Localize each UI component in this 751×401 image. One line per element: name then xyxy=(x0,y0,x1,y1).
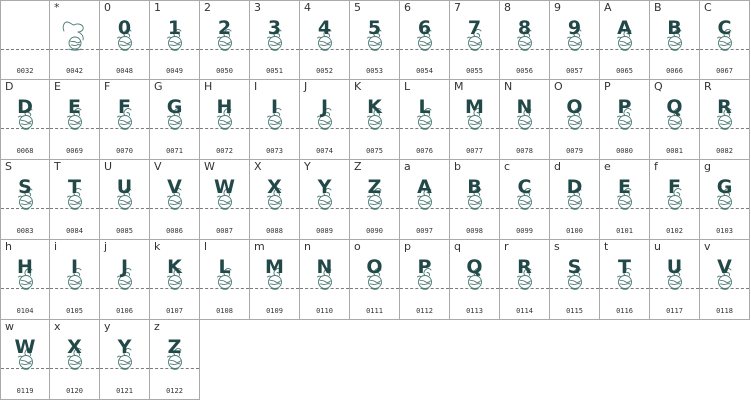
character-code: 0109 xyxy=(266,307,283,315)
glyph-cell xyxy=(50,160,100,240)
character-label: U xyxy=(104,160,113,173)
character-label: Z xyxy=(354,160,362,173)
glyph-preview: H xyxy=(216,96,233,118)
glyph-cell xyxy=(0,0,50,80)
glyph-cell xyxy=(150,160,200,240)
character-code: 0065 xyxy=(616,67,633,75)
character-code: 0110 xyxy=(316,307,333,315)
character-code: 0121 xyxy=(116,387,133,395)
character-label: E xyxy=(54,80,61,93)
character-label: u xyxy=(654,240,661,253)
character-label: O xyxy=(554,80,563,93)
character-code: 0071 xyxy=(166,147,183,155)
glyph-preview: K xyxy=(367,96,382,118)
glyph-cell xyxy=(400,160,450,240)
glyph-preview: X xyxy=(67,336,82,358)
character-code: 0032 xyxy=(16,67,34,75)
character-label: J xyxy=(304,80,308,93)
glyph-preview: 1 xyxy=(167,17,182,39)
glyph-preview: P xyxy=(617,96,632,118)
character-code: 0111 xyxy=(366,307,383,315)
glyph-cell xyxy=(600,80,650,160)
character-label: 9 xyxy=(554,1,561,14)
character-code: 0057 xyxy=(566,67,583,75)
glyph-cell xyxy=(150,240,200,320)
character-label: S xyxy=(5,160,12,173)
character-code: 0055 xyxy=(466,67,483,75)
glyph-preview: Z xyxy=(367,176,382,198)
glyph-cell xyxy=(100,0,150,80)
glyph-preview: M xyxy=(265,256,284,278)
character-code: 0053 xyxy=(366,67,383,75)
glyph-cell xyxy=(400,80,450,160)
glyph-preview: Z xyxy=(167,336,182,358)
glyph-cell xyxy=(0,320,50,400)
character-label: f xyxy=(654,160,658,173)
glyph-preview: M xyxy=(465,96,484,118)
character-label: x xyxy=(54,320,61,333)
bird-on-globe-icon xyxy=(60,13,90,53)
character-code: 0100 xyxy=(566,227,583,235)
character-code: 0097 xyxy=(416,227,433,235)
glyph-cell xyxy=(350,240,400,320)
glyph-cell xyxy=(700,240,750,320)
character-label: m xyxy=(254,240,265,253)
character-code: 0117 xyxy=(666,307,683,315)
character-code: 0079 xyxy=(566,147,583,155)
character-code: 0120 xyxy=(66,387,83,395)
character-label: 1 xyxy=(154,1,161,14)
glyph-preview: 4 xyxy=(317,17,332,39)
glyph-preview: 2 xyxy=(217,17,232,39)
character-code: 0048 xyxy=(116,67,133,75)
character-label: h xyxy=(5,240,12,253)
glyph-preview: S xyxy=(18,176,32,198)
character-code: 0077 xyxy=(466,147,483,155)
character-label: * xyxy=(54,1,60,14)
glyph-preview: L xyxy=(218,256,231,278)
glyph-cell xyxy=(200,240,250,320)
character-label: A xyxy=(604,1,612,14)
glyph-cell xyxy=(700,80,750,160)
glyph-cell xyxy=(250,160,300,240)
glyph-cell xyxy=(500,0,550,80)
baseline-guide xyxy=(1,49,49,50)
character-code: 0070 xyxy=(116,147,133,155)
glyph-preview: U xyxy=(666,256,683,278)
glyph-preview: S xyxy=(567,256,582,278)
glyph-preview: H xyxy=(17,256,33,278)
glyph-preview: 9 xyxy=(567,17,582,39)
glyph-cell xyxy=(550,80,600,160)
glyph-cell xyxy=(50,240,100,320)
glyph-preview: 3 xyxy=(267,17,282,39)
glyph-cell xyxy=(0,160,50,240)
glyph-preview: F xyxy=(668,176,681,198)
glyph-cell xyxy=(650,80,700,160)
character-label: C xyxy=(704,1,712,14)
glyph-preview: T xyxy=(618,256,631,278)
character-code: 0107 xyxy=(166,307,183,315)
character-label: k xyxy=(154,240,161,253)
character-label: T xyxy=(54,160,61,173)
character-code: 0106 xyxy=(116,307,133,315)
character-label: D xyxy=(5,80,14,93)
glyph-preview: C xyxy=(717,17,732,39)
glyph-preview: I xyxy=(70,256,79,278)
character-code: 0075 xyxy=(366,147,383,155)
glyph-cell xyxy=(700,0,750,80)
glyph-cell xyxy=(550,240,600,320)
character-code: 0069 xyxy=(66,147,83,155)
glyph-preview: I xyxy=(270,96,279,118)
glyph-cell xyxy=(50,320,100,400)
character-label: n xyxy=(304,240,311,253)
glyph-preview: 8 xyxy=(517,17,532,39)
character-code: 0052 xyxy=(316,67,333,75)
character-code: 0108 xyxy=(216,307,233,315)
glyph-preview: E xyxy=(618,176,631,198)
glyph-preview: X xyxy=(267,176,282,198)
glyph-preview: J xyxy=(120,256,129,278)
glyph-cell xyxy=(400,240,450,320)
character-code: 0102 xyxy=(666,227,683,235)
glyph-cell xyxy=(150,0,200,80)
glyph-preview: O xyxy=(366,256,383,278)
character-label: 5 xyxy=(354,1,361,14)
character-label: t xyxy=(604,240,609,253)
character-code: 0049 xyxy=(166,67,183,75)
character-label: 2 xyxy=(204,1,211,14)
character-label: r xyxy=(504,240,509,253)
character-label: q xyxy=(454,240,461,253)
glyph-cell xyxy=(50,0,100,80)
character-code: 0068 xyxy=(16,147,34,155)
character-label: B xyxy=(654,1,662,14)
glyph-cell xyxy=(0,80,50,160)
glyph-cell xyxy=(200,160,250,240)
glyph-preview: Q xyxy=(466,256,483,278)
glyph-preview: Y xyxy=(317,176,332,198)
character-label: i xyxy=(54,240,58,253)
glyph-cell xyxy=(150,80,200,160)
glyph-preview: O xyxy=(566,96,583,118)
character-label: L xyxy=(404,80,411,93)
glyph-preview: R xyxy=(517,256,532,278)
glyph-cell xyxy=(500,160,550,240)
character-label: R xyxy=(704,80,712,93)
character-code: 0051 xyxy=(266,67,283,75)
character-code: 0087 xyxy=(216,227,233,235)
glyph-cell xyxy=(300,240,350,320)
glyph-preview: D xyxy=(17,96,33,118)
glyph-cell xyxy=(650,0,700,80)
glyph-cell xyxy=(200,0,250,80)
character-label: l xyxy=(204,240,208,253)
glyph-preview: T xyxy=(68,176,81,198)
character-label: 3 xyxy=(254,1,261,14)
glyph-preview: U xyxy=(116,176,133,198)
glyph-preview: 5 xyxy=(367,17,382,39)
character-code: 0118 xyxy=(716,307,733,315)
character-code: 0082 xyxy=(716,147,733,155)
character-code: 0116 xyxy=(616,307,633,315)
glyph-preview: G xyxy=(166,96,183,118)
character-code: 0042 xyxy=(66,67,83,75)
character-label: o xyxy=(354,240,361,253)
character-code: 0050 xyxy=(216,67,233,75)
character-label: V xyxy=(154,160,162,173)
character-label: Q xyxy=(654,80,663,93)
glyph-preview: C xyxy=(517,176,532,198)
character-code: 0085 xyxy=(116,227,133,235)
glyph-preview: 6 xyxy=(417,17,432,39)
character-label: K xyxy=(354,80,362,93)
character-code: 0099 xyxy=(516,227,533,235)
glyph-preview: Q xyxy=(666,96,683,118)
character-code: 0083 xyxy=(16,227,34,235)
glyph-cell xyxy=(200,80,250,160)
character-code: 0114 xyxy=(516,307,533,315)
glyph-cell xyxy=(100,80,150,160)
character-code: 0090 xyxy=(366,227,383,235)
glyph-cell xyxy=(350,160,400,240)
glyph-preview: N xyxy=(516,96,533,118)
character-label: 8 xyxy=(504,1,511,14)
glyph-cell xyxy=(350,0,400,80)
character-code: 0080 xyxy=(616,147,633,155)
character-code: 0101 xyxy=(616,227,633,235)
glyph-preview: L xyxy=(418,96,431,118)
glyph-cell xyxy=(150,320,200,400)
character-label: F xyxy=(104,80,111,93)
character-label: W xyxy=(204,160,215,173)
character-code: 0084 xyxy=(66,227,83,235)
glyph-cell xyxy=(50,80,100,160)
character-code: 0072 xyxy=(216,147,233,155)
character-label: p xyxy=(404,240,411,253)
character-label: e xyxy=(604,160,611,173)
glyph-cell xyxy=(550,160,600,240)
glyph-cell xyxy=(100,240,150,320)
character-label: H xyxy=(204,80,213,93)
glyph-cell xyxy=(250,0,300,80)
glyph-cell xyxy=(500,240,550,320)
character-code: 0122 xyxy=(166,387,183,395)
character-label: w xyxy=(5,320,14,333)
character-code: 0115 xyxy=(566,307,583,315)
glyph-preview: F xyxy=(118,96,131,118)
glyph-cell xyxy=(350,80,400,160)
character-code: 0054 xyxy=(416,67,433,75)
character-code: 0105 xyxy=(66,307,83,315)
character-label: b xyxy=(454,160,461,173)
glyph-cell xyxy=(100,320,150,400)
character-label: 7 xyxy=(454,1,461,14)
glyph-cell xyxy=(300,80,350,160)
character-code: 0073 xyxy=(266,147,283,155)
character-label: d xyxy=(554,160,561,173)
glyph-preview: B xyxy=(667,17,682,39)
glyph-preview: W xyxy=(214,176,235,198)
glyph-cell xyxy=(0,240,50,320)
glyph-cell xyxy=(650,160,700,240)
glyph-cell xyxy=(450,0,500,80)
character-label: I xyxy=(254,80,258,93)
glyph-preview: G xyxy=(716,176,733,198)
character-label: Y xyxy=(304,160,311,173)
glyph-cell xyxy=(700,160,750,240)
character-label: s xyxy=(554,240,560,253)
glyph-preview: 0 xyxy=(117,17,132,39)
glyph-cell xyxy=(400,0,450,80)
glyph-cell xyxy=(600,0,650,80)
glyph-cell xyxy=(100,160,150,240)
glyph-preview: P xyxy=(417,256,432,278)
character-code: 0089 xyxy=(316,227,333,235)
glyph-cell xyxy=(300,160,350,240)
character-code: 0056 xyxy=(516,67,533,75)
glyph-preview: W xyxy=(14,336,36,358)
character-label: g xyxy=(704,160,711,173)
character-code: 0074 xyxy=(316,147,333,155)
character-code: 0067 xyxy=(716,67,733,75)
character-label: y xyxy=(104,320,111,333)
character-label: j xyxy=(104,240,108,253)
glyph-preview: E xyxy=(68,96,81,118)
glyph-preview: J xyxy=(320,96,329,118)
glyph-cell xyxy=(450,240,500,320)
glyph-cell xyxy=(450,80,500,160)
character-code: 0086 xyxy=(166,227,183,235)
character-label: M xyxy=(454,80,464,93)
glyph-cell xyxy=(600,240,650,320)
character-code: 0119 xyxy=(16,387,34,395)
character-label: 6 xyxy=(404,1,411,14)
character-label: a xyxy=(404,160,411,173)
glyph-preview: B xyxy=(467,176,482,198)
glyph-cell xyxy=(600,160,650,240)
glyph-preview: Y xyxy=(117,336,132,358)
glyph-preview: A xyxy=(617,17,632,39)
character-label: P xyxy=(604,80,611,93)
glyph-preview: 7 xyxy=(467,17,482,39)
glyph-preview: D xyxy=(566,176,583,198)
character-label: X xyxy=(254,160,262,173)
character-code: 0078 xyxy=(516,147,533,155)
character-code: 0081 xyxy=(666,147,683,155)
glyph-cell xyxy=(550,0,600,80)
glyph-preview: A xyxy=(417,176,432,198)
glyph-preview: V xyxy=(167,176,182,198)
character-label: G xyxy=(154,80,163,93)
character-label: 0 xyxy=(104,1,111,14)
character-code: 0098 xyxy=(466,227,483,235)
character-code: 0104 xyxy=(16,307,34,315)
glyph-cell xyxy=(650,240,700,320)
glyph-cell xyxy=(450,160,500,240)
glyph-cell xyxy=(500,80,550,160)
character-code: 0076 xyxy=(416,147,433,155)
glyph-cell xyxy=(250,240,300,320)
character-code: 0103 xyxy=(716,227,733,235)
character-code: 0088 xyxy=(266,227,283,235)
character-code: 0113 xyxy=(466,307,483,315)
glyph-preview: N xyxy=(316,256,333,278)
character-label: c xyxy=(504,160,511,173)
character-label: z xyxy=(154,320,160,333)
character-label: N xyxy=(504,80,513,93)
glyph-preview: R xyxy=(717,96,732,118)
character-label: v xyxy=(704,240,711,253)
glyph-preview: V xyxy=(717,256,732,278)
glyph-cell xyxy=(300,0,350,80)
character-code: 0066 xyxy=(666,67,683,75)
character-label: 4 xyxy=(304,1,311,14)
glyph-preview: K xyxy=(167,256,182,278)
character-code: 0112 xyxy=(416,307,433,315)
glyph-cell xyxy=(250,80,300,160)
